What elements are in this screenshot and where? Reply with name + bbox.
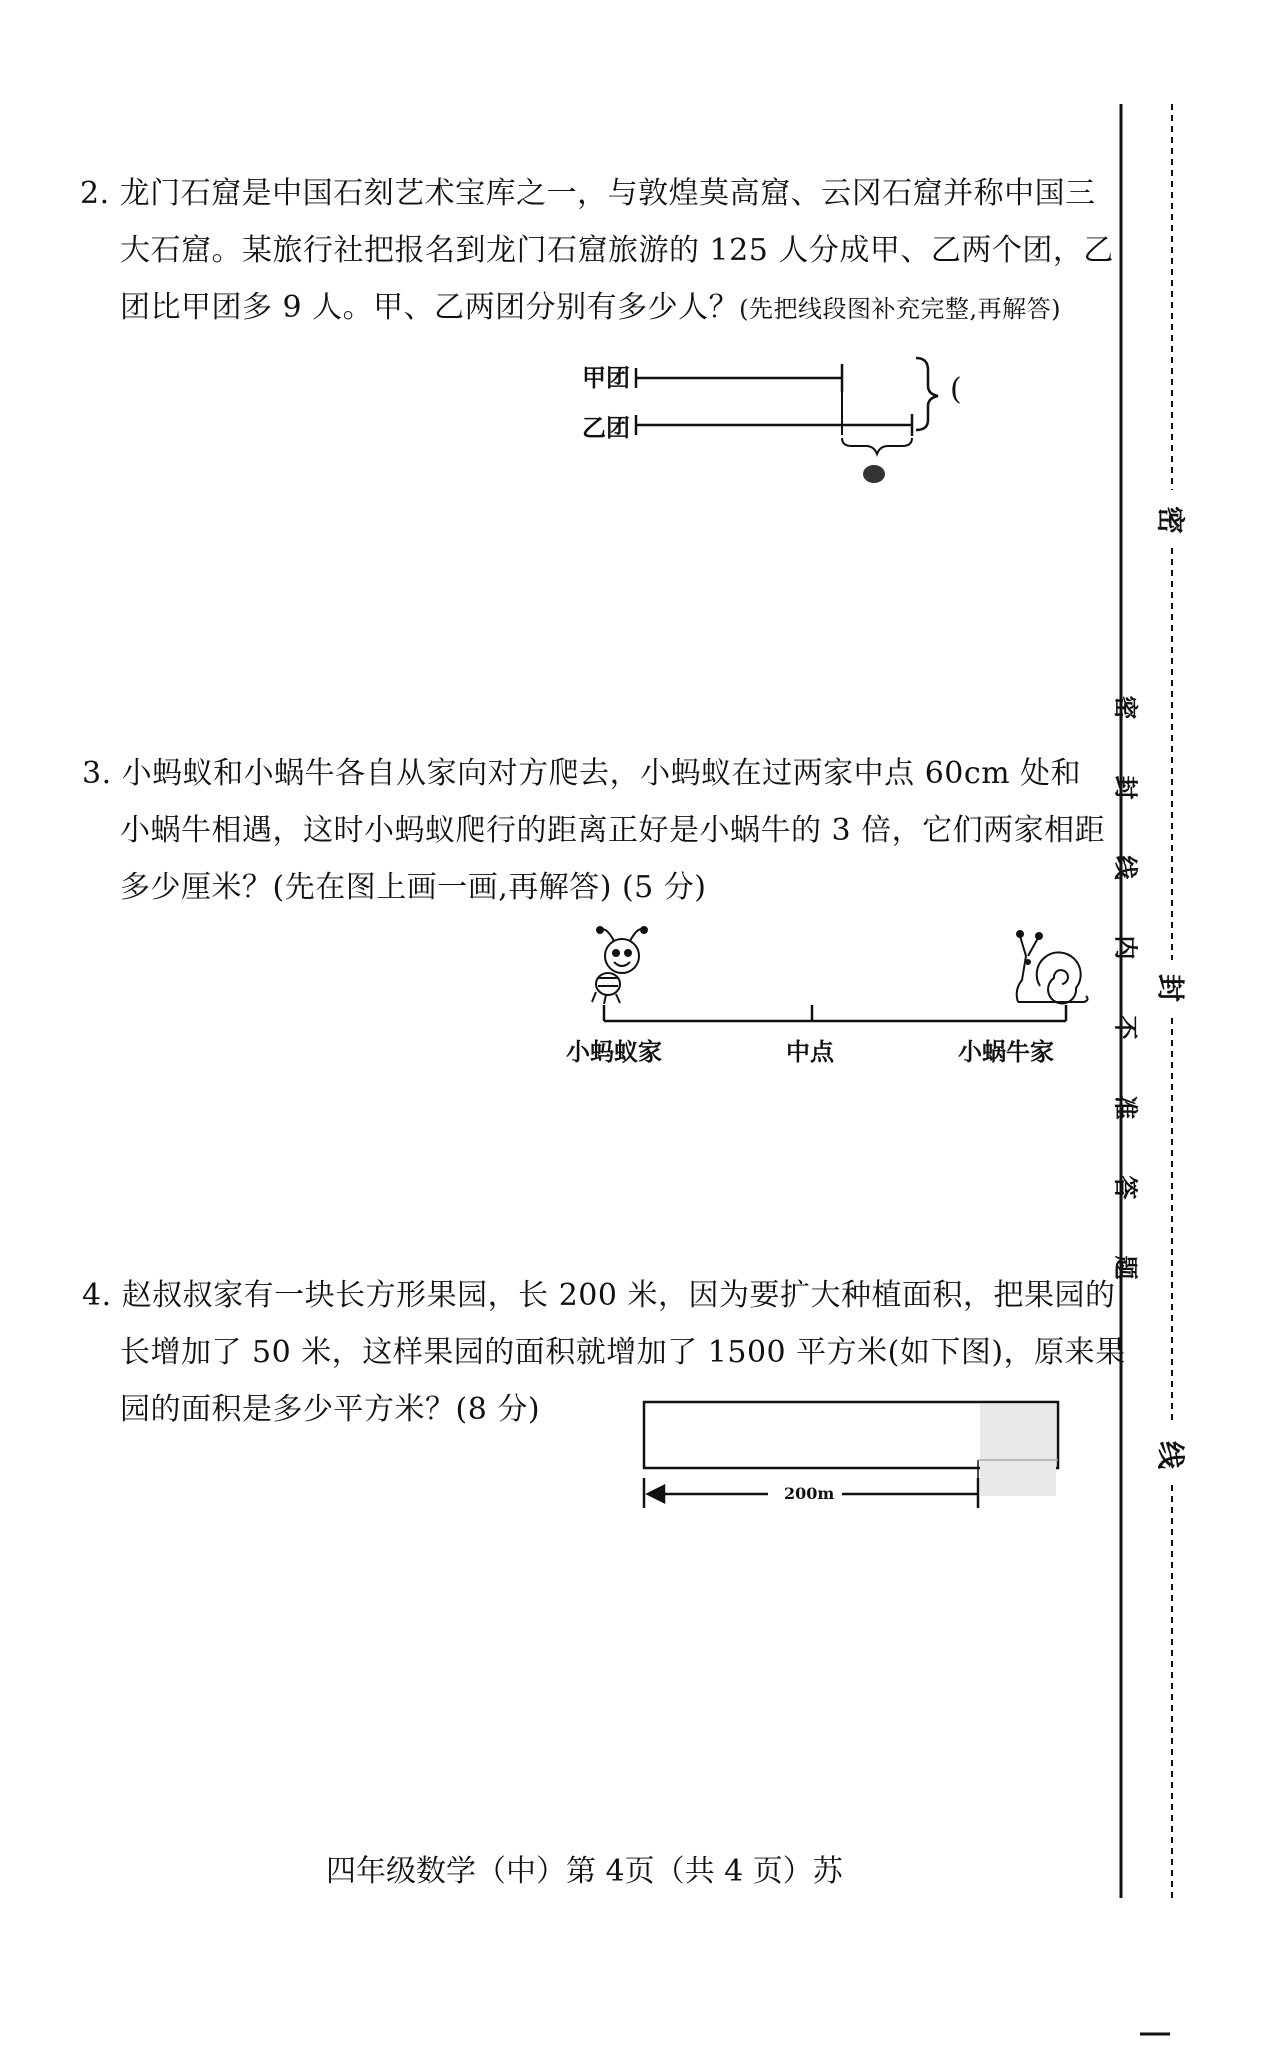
- margin-vertical-char-3: 线: [1111, 855, 1141, 880]
- q3-line-1: 3. 小蚂蚁和小蜗牛各自从家向对方爬去，小蚂蚁在过两家中点 60cm 处和: [82, 756, 1082, 791]
- q2-line-1: 2. 龙门石窟是中国石刻艺术宝库之一，与敦煌莫高窟、云冈石窟并称中国三: [80, 176, 1096, 211]
- ant-icon: [592, 927, 647, 1004]
- q2-ink-blot: [863, 465, 885, 483]
- q2-under-brace: [842, 438, 912, 454]
- q4-dimension-label: 200m: [784, 1484, 835, 1503]
- margin-vertical-char-2: 封: [1111, 775, 1141, 800]
- page-footer: 四年级数学（中）第 4页（共 4 页）苏: [326, 1854, 843, 1889]
- q2-line-2: 大石窟。某旅行社把报名到龙门石窟旅游的 125 人分成甲、乙两个团，乙: [120, 233, 1114, 268]
- margin-vertical-char-6: 准: [1111, 1095, 1141, 1120]
- snail-icon: [1017, 931, 1088, 1003]
- q2-line-3-main: 团比甲团多 9 人。甲、乙两团分别有多少人？: [120, 290, 740, 325]
- q3-line-3: 多少厘米？(先在图上画一画,再解答) (5 分): [120, 870, 707, 905]
- q2-right-brace: [916, 358, 938, 430]
- margin-char-feng: 封: [1154, 973, 1188, 1003]
- q3-label-ant-home: 小蚂蚁家: [566, 1037, 662, 1066]
- margin-vertical-char-5: 不: [1111, 1015, 1141, 1040]
- margin-vertical-char-1: 密: [1111, 695, 1141, 720]
- q3-line-diagram: [604, 1005, 1066, 1021]
- q4-line-3: 园的面积是多少平方米？(8 分): [120, 1392, 541, 1427]
- q2-segment-diagram: [636, 358, 938, 454]
- margin-vertical-char-7: 答: [1111, 1175, 1141, 1200]
- q3-line-2: 小蜗牛相遇，这时小蚂蚁爬行的距离正好是小蜗牛的 3 倍，它们两家相距: [120, 813, 1106, 848]
- q3-label-midpoint: 中点: [786, 1037, 834, 1066]
- margin-char-mi: 密: [1154, 505, 1188, 535]
- margin-char-xian: 线: [1154, 1440, 1188, 1470]
- q2-bracket-text: (: [950, 372, 962, 407]
- q2-label-jia: 甲团: [582, 363, 630, 392]
- q4-line-2: 长增加了 50 米，这样果园的面积就增加了 1500 平方米(如下图)，原来果: [120, 1335, 1126, 1370]
- q4-faded-area: [980, 1404, 1056, 1496]
- q2-line-3-note: (先把线段图补充完整,再解答): [739, 295, 1062, 323]
- margin-vertical-char-8: 题: [1111, 1255, 1141, 1280]
- q4-line-1: 4. 赵叔叔家有一块长方形果园，长 200 米，因为要扩大种植面积，把果园的: [82, 1278, 1116, 1313]
- q2-label-yi: 乙团: [582, 413, 630, 442]
- margin-vertical-char-4: 内: [1111, 935, 1141, 960]
- binding-margin: [1121, 104, 1172, 2034]
- q3-label-snail-home: 小蜗牛家: [958, 1037, 1054, 1066]
